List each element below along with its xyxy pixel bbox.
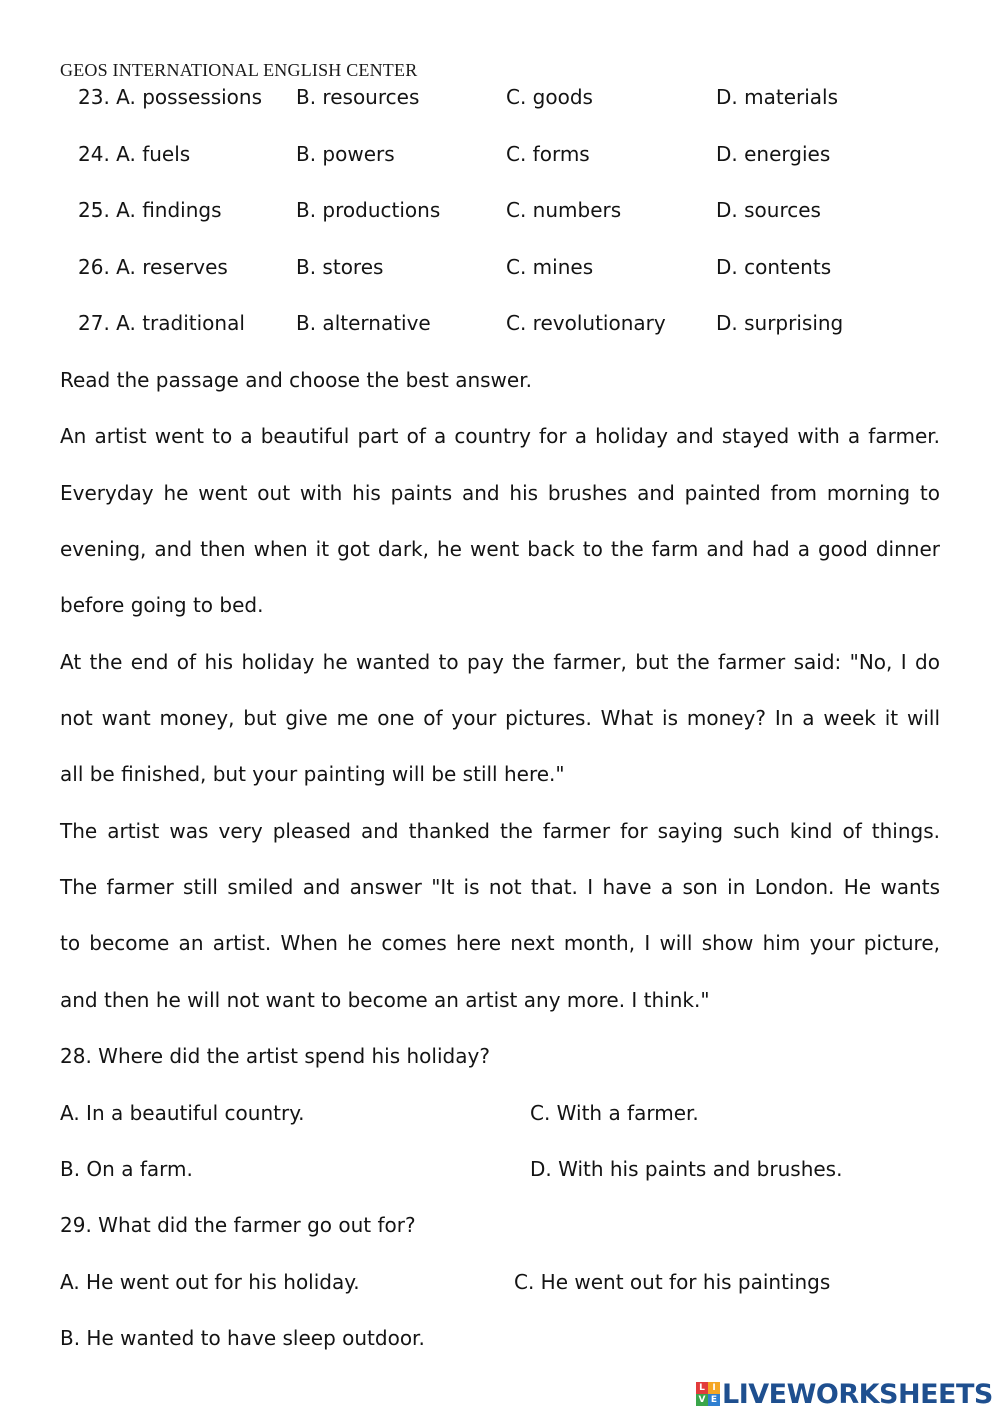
passage-line: all be finished, but your painting will be still here." (60, 762, 565, 786)
option-a[interactable]: 25. A. findings (78, 198, 222, 222)
option-c[interactable]: C. numbers (506, 198, 622, 222)
passage-line: evening, and then when it got dark, he went back to the farm and had a good dinner (60, 537, 940, 561)
option-b[interactable]: B. powers (296, 142, 395, 166)
option-b[interactable]: B. productions (296, 198, 441, 222)
option-c[interactable]: C. revolutionary (506, 311, 666, 335)
q28-option-d[interactable]: D. With his paints and brushes. (530, 1157, 843, 1181)
q29-option-c[interactable]: C. He went out for his paintings (514, 1270, 831, 1294)
question-29: 29. What did the farmer go out for? (60, 1213, 416, 1237)
option-c[interactable]: C. goods (506, 85, 593, 109)
option-d[interactable]: D. materials (716, 85, 839, 109)
option-a[interactable]: 26. A. reserves (78, 255, 228, 279)
passage-line: The artist was very pleased and thanked the farmer for saying such kind of things. (60, 819, 940, 843)
option-d[interactable]: D. surprising (716, 311, 844, 335)
logo-text: LIVEWORKSHEETS (722, 1378, 993, 1410)
reading-instruction: Read the passage and choose the best answer. (60, 368, 532, 392)
question-28: 28. Where did the artist spend his holiday? (60, 1044, 490, 1068)
logo-mark-tile: L (696, 1382, 708, 1394)
liveworksheets-logo (696, 1376, 993, 1412)
option-d[interactable]: D. contents (716, 255, 832, 279)
option-b[interactable]: B. resources (296, 85, 420, 109)
logo-mark-tile: V (696, 1394, 708, 1406)
q28-option-a[interactable]: A. In a beautiful country. (60, 1101, 305, 1125)
option-a[interactable]: 24. A. fuels (78, 142, 191, 166)
question-row-24 (0, 139, 1000, 169)
q29-option-a[interactable]: A. He went out for his holiday. (60, 1270, 360, 1294)
option-a[interactable]: 23. A. possessions (78, 85, 263, 109)
passage-line: Everyday he went out with his paints and his brushes and painted from morning to (60, 481, 940, 505)
option-c[interactable]: C. mines (506, 255, 594, 279)
passage-line: At the end of his holiday he wanted to pay the farmer, but the farmer said: "No, I do (60, 650, 940, 674)
q28-option-c[interactable]: C. With a farmer. (530, 1101, 699, 1125)
logo-mark-tile: E (708, 1394, 720, 1406)
passage-line: An artist went to a beautiful part of a country for a holiday and stayed with a farmer. (60, 424, 940, 448)
question-row-27 (0, 308, 1000, 338)
logo-mark-tile: I (708, 1382, 720, 1394)
passage-line: not want money, but give me one of your pictures. What is money? In a week it will (60, 706, 940, 730)
option-d[interactable]: D. sources (716, 198, 821, 222)
passage-line: to become an artist. When he comes here next month, I will show him your picture, (60, 931, 940, 955)
worksheet-header: GEOS INTERNATIONAL ENGLISH CENTER (60, 60, 418, 80)
question-row-23 (0, 82, 1000, 112)
q29-option-b[interactable]: B. He wanted to have sleep outdoor. (60, 1326, 425, 1350)
passage-line: before going to bed. (60, 593, 264, 617)
option-c[interactable]: C. forms (506, 142, 590, 166)
question-row-25 (0, 195, 1000, 225)
option-d[interactable]: D. energies (716, 142, 831, 166)
liveworksheets-mark-icon (696, 1382, 720, 1406)
passage-line: The farmer still smiled and answer "It is not that. I have a son in London. He wants (60, 875, 940, 899)
question-row-26 (0, 252, 1000, 282)
q28-option-b[interactable]: B. On a farm. (60, 1157, 193, 1181)
option-b[interactable]: B. stores (296, 255, 384, 279)
option-b[interactable]: B. alternative (296, 311, 431, 335)
option-a[interactable]: 27. A. traditional (78, 311, 245, 335)
passage-line: and then he will not want to become an artist any more. I think." (60, 988, 710, 1012)
